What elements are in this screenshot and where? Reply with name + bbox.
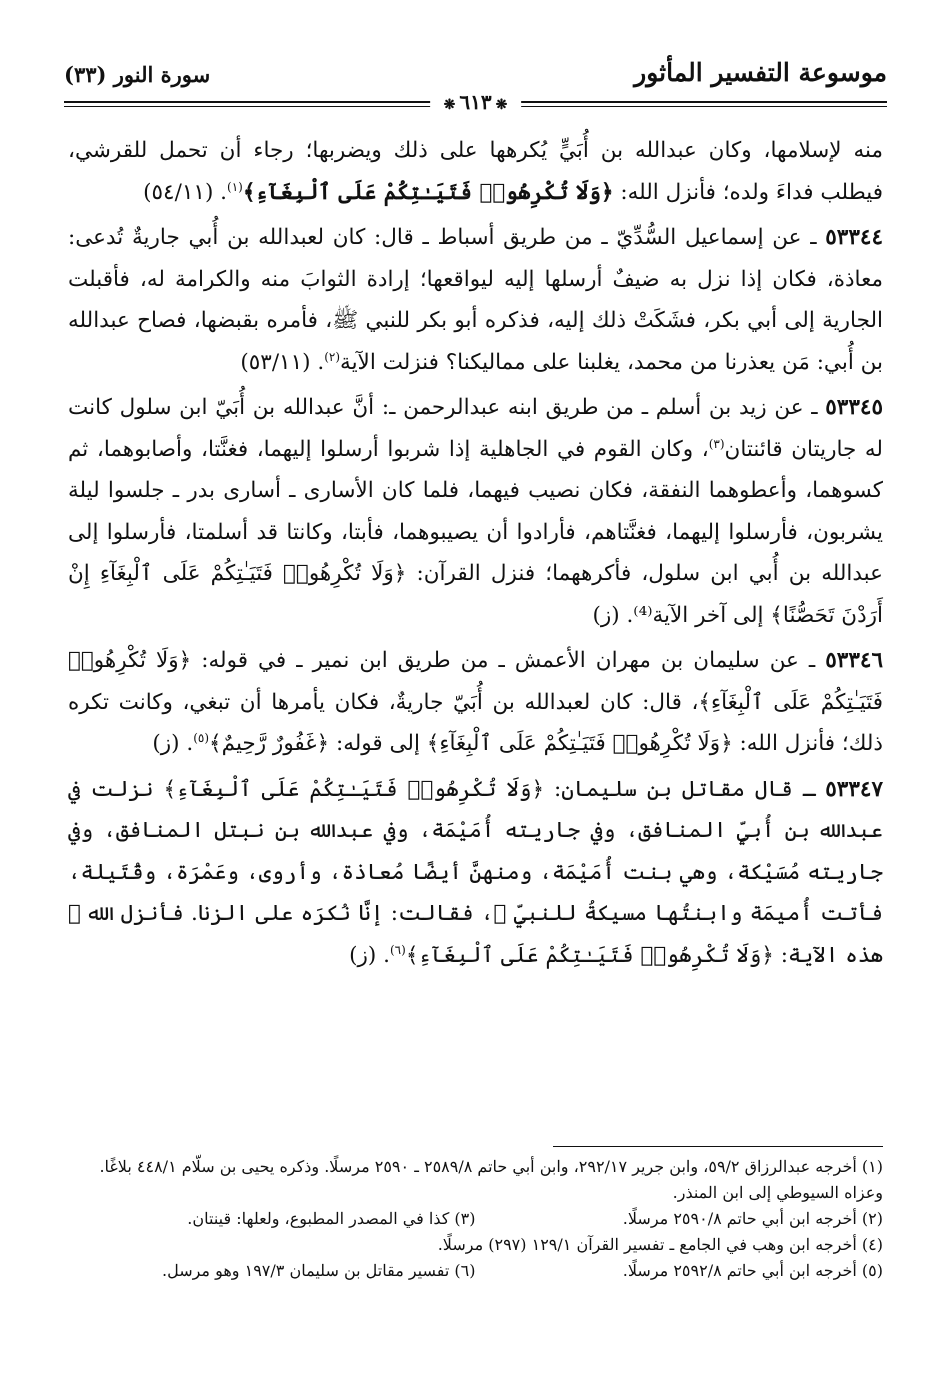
- entry-text-continued: ، وكان القوم في الجاهلية إذا شربوا أرسلوا إليهما، فغنَّتا، وأصابوهما، ثم كسوهما، وأعطوهما النفقة، فكان نصيب فيهما، فلما كان الأسارى ـ أسارى بدر ـ جلسوا ليلة يشربون، فأرسلوا إليهما، فغنَّتاهم، فأرادوا أن يصيبوهما، فأبتا، وكانتا قد أسلمتا، فأرسلوا إلى عبدالله بن أُبي ابن سلول، فأكرههما؛ فنزل القرآن: ﴿وَلَا تُكْرِهُوا۟ فَتَيَـٰتِكُمْ عَلَى ٱلْبِغَآءِ إِنْ أَرَدْنَ تَحَصُّنًا﴾ إلى آخر الآية⁽⁴⁾. (ز): [68, 436, 883, 628]
- narration-entry: [68, 387, 883, 636]
- narration-entry: [68, 640, 883, 765]
- entry-number: ٥٣٣٤٧: [825, 776, 883, 802]
- book-title: موسوعة التفسير المأثور: [634, 58, 887, 87]
- page-number: ٦١٣: [459, 90, 492, 114]
- entry-number: ٥٣٣٤٥: [825, 395, 883, 420]
- footnote-ref: (٥): [193, 730, 210, 745]
- entry-text: ـ عن إسماعيل السُّدِّيّ ـ من طريق أسباط ـ قال: كان لعبدالله بن أُبي جاريةٌ تُدعى: معاذة، فكان إذا نزل به ضيفٌ أرسلها إليه ليواقعها؛ إرادة الثوابَ منه والكرامة له، فأقبلت الجارية إلى أبي بكر، فشَكَتْ ذلك إليه، فذكره أبو بكر للنبي ﷺ، فأمره بقبضها، فصاح عبدالله بن أُبي: مَن يعذرنا من محمد، يغلبنا على مماليكنا؟ فنزلت الآية: [68, 225, 883, 375]
- footnote: (٤) أخرجه ابن وهب في الجامع ـ تفسير القرآن ١٢٩/١ (٢٩٧) مرسلًا.: [437, 1235, 883, 1254]
- page-header: [64, 58, 887, 120]
- quran-verse: ﴿وَلَا تُكْرِهُوا۟ فَتَيَـٰتِكُمْ عَلَى ٱلْبِغَآءِ﴾: [242, 179, 614, 205]
- entry-ref: . (ز): [152, 731, 194, 756]
- footnotes: [68, 1154, 883, 1284]
- page-body: [68, 130, 883, 976]
- footnote: (٢) أخرجه ابن أبي حاتم ٢٥٩٠/٨ مرسلًا.: [622, 1209, 883, 1228]
- footnote: (٣) كذا في المصدر المطبوع، ولعلها: قينتان.: [187, 1209, 476, 1228]
- entry-text: ـ عن زيد بن أسلم ـ من طريق ابنه عبدالرحمن ـ: أنَّ عبدالله بن أُبَيّ ابن سلول كانت له جاريتان قائنتان: [68, 395, 883, 462]
- footnote-ref: (١): [227, 179, 243, 194]
- entry-text: منه لإسلامها، وكان عبدالله بن أُبَيٍّ يُكرهها على ذلك ويضربها؛ رجاء أن تحمل للقرشي، فيطلب فداءَ ولده؛ فأنزل الله:: [68, 138, 883, 205]
- ornament-icon: ❋: [443, 97, 456, 113]
- ornament-icon: ❋: [495, 97, 508, 113]
- entry-ref: . (٥٣/١١): [240, 349, 325, 375]
- entry-number: ٥٣٣٤٤: [825, 225, 883, 250]
- narration-entry: [68, 217, 883, 383]
- footnote-ref: (٣): [708, 436, 725, 451]
- footnote: (٥) أخرجه ابن أبي حاتم ٢٥٩٢/٨ مرسلًا.: [622, 1261, 883, 1280]
- entry-ref: . (٥٤/١١): [143, 179, 227, 205]
- narration-entry: [68, 769, 883, 977]
- footnote-row: [68, 1206, 883, 1232]
- surah-label: سورة النور (٣٣): [64, 62, 211, 87]
- entry-number: ٥٣٣٤٦: [825, 648, 883, 673]
- page-number-box: [430, 90, 522, 114]
- entry-text: ـ عن سليمان بن مهران الأعمش ـ من طريق ابن نمير ـ في قوله: ﴿وَلَا تُكْرِهُوا۟ فَتَيَـٰتِكُمْ عَلَى ٱلْبِغَآءِ﴾، قال: كان لعبدالله بن أُبَيّ جاريةٌ، فكان يأمرها أن تبغي، وكانت تكره ذلك؛ فأنزل الله: ﴿وَلَا تُكْرِهُوا۟ فَتَيَـٰتِكُمْ عَلَى ٱلْبِغَآءِ﴾ إلى قوله: ﴿غَفُورٌ رَّحِيمٌ﴾: [68, 648, 884, 756]
- footnote-row: [68, 1258, 883, 1284]
- footnote-separator: [553, 1146, 883, 1147]
- narration-entry: [68, 130, 883, 213]
- footnote: (٦) تفسير مقاتل بن سليمان ١٩٧/٣ وهو مرسل.: [161, 1261, 476, 1280]
- footnote-ref: (٦): [389, 942, 406, 957]
- entry-text: ـ قال مقاتل بن سليمان: ﴿وَلَا تُكْرِهُوا۟ فَتَيَـٰتِكُمْ عَلَى ٱلْبِغَآءِ﴾ نزلت في عبدالله بن أُبيٍّ المنافق، وفي جاريته أُمَيْمَة، وفي عبدالله بن نبتل المنافق، وفي جاريته مُسَيْكة، وهي بنت أُمَيْمَة، ومنهنَّ أيضًا مُعاذة، وأروى، وعَمْرَة، وقُتَيلة، فأتت أُميمَة وابنتُها مسيكةُ للنبيِّ ﷺ، فقالت: إنَّا نُكرَه على الزنا. فأنزل الله ﷻ هذه الآية: ﴿وَلَا تُكْرِهُوا۟ فَتَيَـٰتِكُمْ عَلَى ٱلْبِغَآءِ﴾: [68, 776, 883, 968]
- footnote: (١) أخرجه عبدالرزاق ٥٩/٢، وابن جرير ٢٩٢/١٧، وابن أبي حاتم ٢٥٨٩/٨ ـ ٢٥٩٠ مرسلًا. وذكره يحيى بن سلّام ٤٤٨/١ بلاغًا. وعزاه السيوطي إلى ابن المنذر.: [99, 1157, 883, 1202]
- entry-ref: . (ز): [349, 942, 390, 968]
- footnote-ref: (٢): [324, 349, 341, 364]
